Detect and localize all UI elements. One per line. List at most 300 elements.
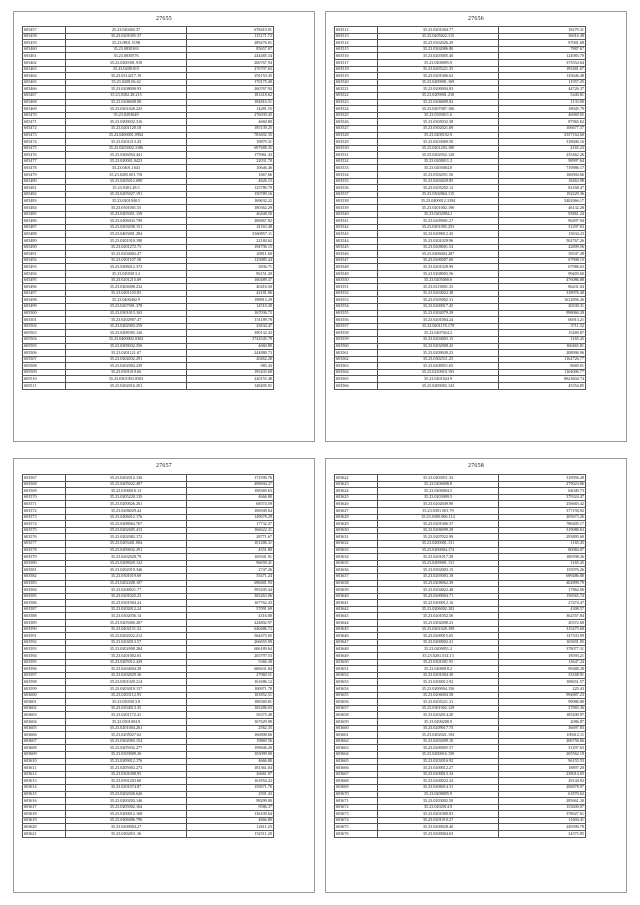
row-id-cell: 603553 xyxy=(335,297,378,304)
table-row xyxy=(335,521,586,528)
code-cell: 35.23.0202208.107 xyxy=(66,580,187,587)
table-row xyxy=(335,646,586,653)
code-cell: 35.23.0302021.69 xyxy=(378,125,499,132)
amount-cell: 100971.78 xyxy=(187,686,274,693)
code-cell: 35.23.0205002.273 xyxy=(66,765,187,772)
amount-cell: 476086.88 xyxy=(499,277,586,284)
row-id-cell: 603630 xyxy=(335,527,378,534)
table-row xyxy=(335,317,586,324)
row-id-cell: 603635 xyxy=(335,560,378,567)
amount-cell: 167629.09 xyxy=(187,718,274,725)
table-row xyxy=(335,672,586,679)
amount-cell: 1165.45 xyxy=(499,560,586,567)
code-cell: 35.23.0208064.767 xyxy=(66,521,187,528)
row-id-cell: 603546 xyxy=(335,251,378,258)
code-cell: 35.23.0204004.28 xyxy=(66,666,187,673)
row-id-cell: 603662 xyxy=(335,738,378,745)
row-id-cell: 603571 xyxy=(23,501,66,508)
amount-cell: 402899.79 xyxy=(499,580,586,587)
table-row xyxy=(23,653,274,660)
row-id-cell: 603595 xyxy=(23,659,66,666)
row-id-cell: 603640 xyxy=(335,593,378,600)
table-row xyxy=(23,27,274,34)
code-cell: 35.23.0203005.40 xyxy=(378,53,499,60)
code-cell: 35.23.0201005.253 xyxy=(378,224,499,231)
table-row xyxy=(335,350,586,357)
code-cell: 35.23.0205027.191 xyxy=(66,191,187,198)
row-id-cell: 605481 xyxy=(23,185,66,192)
table-row xyxy=(23,613,274,620)
code-cell: 35.23.0200012.168 xyxy=(66,811,187,818)
table-row xyxy=(335,831,586,838)
amount-cell: 19869.56 xyxy=(187,738,274,745)
amount-cell: 4165.23 xyxy=(499,145,586,152)
code-cell: 35.23.0206033.799 xyxy=(66,218,187,225)
code-cell: 35.23.0201010.190 xyxy=(66,238,187,245)
table-row xyxy=(23,718,274,725)
table-row xyxy=(335,152,586,159)
code-cell: 35.23.0302079.29 xyxy=(378,310,499,317)
row-id-cell: 603599 xyxy=(23,686,66,693)
row-id-cell: 603586 xyxy=(23,600,66,607)
table-row xyxy=(335,99,586,106)
amount-cell: 31297.63 xyxy=(499,224,586,231)
amount-cell: 5402966.17 xyxy=(499,198,586,205)
row-id-cell: 603603 xyxy=(23,712,66,719)
amount-cell: 180362.29 xyxy=(187,205,274,212)
table-row xyxy=(23,284,274,291)
amount-cell: 606189.64 xyxy=(187,646,274,653)
amount-cell: 199846.20 xyxy=(187,745,274,752)
code-cell: 35.23.0200017.45 xyxy=(378,303,499,310)
amount-cell: 276039.45 xyxy=(187,112,274,119)
row-id-cell: 605479 xyxy=(23,172,66,179)
amount-cell: 95861.24 xyxy=(499,211,586,218)
code-cell: 35.23.0209017.75 xyxy=(378,725,499,732)
amount-cell: 165691.05 xyxy=(499,639,586,646)
amount-cell: 595205.44 xyxy=(187,587,274,594)
row-id-cell: 603581 xyxy=(23,567,66,574)
amount-cell: 148495.01 xyxy=(187,383,274,390)
code-cell: 35.23.0202029.36 xyxy=(66,672,187,679)
table-row xyxy=(23,257,274,264)
amount-cell: 15634.23 xyxy=(499,231,586,238)
code-cell: 35.23.0201005.37 xyxy=(66,33,187,40)
table-row xyxy=(335,224,586,231)
amount-cell: 318976.40 xyxy=(499,290,586,297)
row-id-cell: 605498 xyxy=(23,297,66,304)
code-cell: 35.23.0209032.356 xyxy=(66,343,187,350)
table-row xyxy=(335,330,586,337)
amount-cell: 135646.48 xyxy=(499,73,586,80)
table-row xyxy=(335,488,586,495)
amount-cell: 20462.28 xyxy=(187,356,274,363)
amount-cell: 10646.46 xyxy=(187,165,274,172)
row-id-cell: 605490 xyxy=(23,244,66,251)
table-row xyxy=(335,547,586,554)
code-cell: 35.23.0208.06.42 xyxy=(66,79,187,86)
row-id-cell: 603670 xyxy=(335,791,378,798)
table-row xyxy=(335,475,586,482)
table-row xyxy=(23,303,274,310)
code-cell: 35.23.0400012.3394 xyxy=(378,198,499,205)
table-row xyxy=(23,547,274,554)
table-row xyxy=(335,606,586,613)
table-row xyxy=(23,639,274,646)
amount-cell: 4666.80 xyxy=(187,817,274,824)
amount-cell: 66913.21 xyxy=(499,317,586,324)
row-id-cell: 603639 xyxy=(335,587,378,594)
table-row xyxy=(335,106,586,113)
code-cell: 35.23.0210001.33 xyxy=(378,284,499,291)
table-row xyxy=(335,567,586,574)
amount-cell: 220155.48 xyxy=(187,376,274,383)
amount-cell: 18897.20 xyxy=(499,765,586,772)
code-cell: 35.23.0203019.157 xyxy=(66,686,187,693)
table-row xyxy=(23,600,274,607)
amount-cell: 172590.76 xyxy=(187,475,274,482)
row-id-cell: 603589 xyxy=(23,620,66,627)
code-cell: 35.23.0201010.27 xyxy=(378,817,499,824)
amount-cell: 2591.43 xyxy=(187,791,274,798)
code-cell: 35.23.0305032.38 xyxy=(378,119,499,126)
row-id-cell: 603649 xyxy=(335,653,378,660)
table-row xyxy=(23,778,274,785)
table-row xyxy=(23,79,274,86)
amount-cell: 994887.23 xyxy=(499,692,586,699)
row-id-cell: 605478 xyxy=(23,165,66,172)
code-cell: 35.23.0202082.172 xyxy=(66,534,187,541)
table-row xyxy=(335,158,586,165)
amount-cell: 149678.29 xyxy=(187,514,274,521)
amount-cell: 206756.66 xyxy=(499,738,586,745)
amount-cell: 108651.57 xyxy=(499,679,586,686)
table-row xyxy=(23,784,274,791)
row-id-cell: 605483 xyxy=(23,198,66,205)
row-id-cell: 605473 xyxy=(23,132,66,139)
table-row xyxy=(335,679,586,686)
amount-cell: 244880.73 xyxy=(187,350,274,357)
row-id-cell: 603626 xyxy=(335,501,378,508)
amount-cell: 41163.48 xyxy=(187,224,274,231)
code-cell: 35.23.0202026.626 xyxy=(66,791,187,798)
amount-cell: 318606.16 xyxy=(499,139,586,146)
table-row xyxy=(23,554,274,561)
table-row xyxy=(335,270,586,277)
row-id-cell: 603572 xyxy=(23,507,66,514)
code-cell: 35.23.0203009.5 xyxy=(378,494,499,501)
code-cell: 35.23.0203401.084 xyxy=(66,540,187,547)
amount-cell: 147333.99 xyxy=(499,633,586,640)
row-id-cell: 603548 xyxy=(335,264,378,271)
code-cell: 35.23.0206054.441 xyxy=(66,152,187,159)
amount-cell: 4666.80 xyxy=(187,758,274,765)
row-id-cell: 605460 xyxy=(23,46,66,53)
amount-cell: 195435.68 xyxy=(187,369,274,376)
table-row xyxy=(23,99,274,106)
code-cell: 35.23.0200021.77 xyxy=(66,587,187,594)
code-cell: 35.23.0206012.373 xyxy=(66,264,187,271)
row-id-cell: 605503 xyxy=(23,330,66,337)
amount-cell: 11957.45 xyxy=(499,79,586,86)
code-cell: 35.23.0208062.39 xyxy=(378,580,499,587)
table-row xyxy=(335,310,586,317)
amount-cell: 640486.72 xyxy=(187,626,274,633)
amount-cell: 37883.36 xyxy=(499,705,586,712)
row-id-cell: 603600 xyxy=(23,692,66,699)
table-row xyxy=(335,172,586,179)
amount-cell: 4316.80 xyxy=(187,613,274,620)
row-id-cell: 603537 xyxy=(335,191,378,198)
code-cell: 35.23.0206006.796 xyxy=(66,817,187,824)
amount-cell: 11604.41 xyxy=(499,817,586,824)
table-row xyxy=(335,145,586,152)
document-page-3 xyxy=(13,458,315,893)
amount-cell: 68574.59 xyxy=(187,501,274,508)
amount-cell: 161854.22 xyxy=(187,778,274,785)
row-id-cell: 603533 xyxy=(335,165,378,172)
row-id-cell: 603622 xyxy=(335,475,378,482)
row-id-cell: 605471 xyxy=(23,119,66,126)
code-cell: 35.23.0200004.5 xyxy=(378,488,499,495)
table-row xyxy=(335,778,586,785)
code-cell: 35.23.0200011.2 xyxy=(378,158,499,165)
code-cell: 35.23.0209051.65 xyxy=(378,363,499,370)
amount-cell: 198813.29 xyxy=(187,297,274,304)
table-row xyxy=(335,356,586,363)
amount-cell: 67908.15 xyxy=(499,257,586,264)
row-id-cell: 605487 xyxy=(23,224,66,231)
row-id-cell: 603590 xyxy=(23,626,66,633)
table-row xyxy=(23,573,274,580)
code-cell: 35.23.0301004.9 xyxy=(66,718,187,725)
amount-cell: 166622.31 xyxy=(187,527,274,534)
code-cell: 35.23.0201029.109 xyxy=(378,626,499,633)
code-cell: 35.23.0205003.18 xyxy=(378,573,499,580)
amount-cell: 498694.27 xyxy=(187,481,274,488)
row-id-cell: 603513 xyxy=(335,33,378,40)
amount-cell: 678410.01 xyxy=(187,27,274,34)
page-title: 27657 xyxy=(156,463,172,469)
row-id-cell: 603543 xyxy=(335,231,378,238)
table-row xyxy=(23,527,274,534)
amount-cell: 160489.37 xyxy=(187,277,274,284)
table-row xyxy=(23,211,274,218)
amount-cell: 206878.97 xyxy=(499,784,586,791)
row-id-cell: 603607 xyxy=(23,738,66,745)
code-cell: 35.23.0201172.41 xyxy=(66,712,187,719)
table-row xyxy=(335,297,586,304)
row-id-cell: 603651 xyxy=(335,666,378,673)
row-id-cell: 603676 xyxy=(335,831,378,838)
table-row xyxy=(335,798,586,805)
code-cell: 35.23.0203011.33 xyxy=(378,475,499,482)
code-cell: 35.23.0201029.96 xyxy=(378,238,499,245)
code-cell: 35.23.0301019.69 xyxy=(66,573,187,580)
code-cell: 35.23.0201028.99 xyxy=(378,264,499,271)
amount-cell: 998060.29 xyxy=(499,310,586,317)
amount-cell: 224802.97 xyxy=(187,620,274,627)
amount-cell: 86431.04 xyxy=(499,284,586,291)
row-id-cell: 605502 xyxy=(23,323,66,330)
code-cell: 35.23.0205032.277 xyxy=(66,745,187,752)
row-id-cell: 603597 xyxy=(23,672,66,679)
amount-cell: 156565.74 xyxy=(499,593,586,600)
row-id-cell: 603542 xyxy=(335,224,378,231)
code-cell: 35.23.0204013.35 xyxy=(66,705,187,712)
table-row xyxy=(23,317,274,324)
row-id-cell: 603539 xyxy=(335,205,378,212)
table-row xyxy=(335,765,586,772)
amount-cell: 57091.69 xyxy=(187,606,274,613)
row-id-cell: 603620 xyxy=(23,824,66,831)
amount-cell: 42181.06 xyxy=(187,290,274,297)
amount-cell: 167036.72 xyxy=(187,310,274,317)
row-id-cell: 603658 xyxy=(335,712,378,719)
amount-cell: 1165.45 xyxy=(499,336,586,343)
table-row xyxy=(335,178,586,185)
table-row xyxy=(335,165,586,172)
amount-cell: 150789.16 xyxy=(187,191,274,198)
code-cell: 35.23.0202014.9 xyxy=(378,804,499,811)
code-cell: 35.23.0301019.66 xyxy=(66,369,187,376)
code-cell: 35.23.0201004.30 xyxy=(378,672,499,679)
row-id-cell: 603518 xyxy=(335,66,378,73)
amount-cell: 36016.38 xyxy=(499,33,586,40)
amount-cell: 115171.72 xyxy=(187,33,274,40)
row-id-cell: 603625 xyxy=(335,494,378,501)
table-row xyxy=(23,738,274,745)
table-row xyxy=(335,46,586,53)
amount-cell: 165941.91 xyxy=(187,554,274,561)
amount-cell: 7887.67 xyxy=(499,46,586,53)
amount-cell: 238014.05 xyxy=(499,771,586,778)
table-row xyxy=(335,573,586,580)
table-row xyxy=(335,376,586,383)
table-row xyxy=(335,284,586,291)
table-row xyxy=(335,811,586,818)
amount-cell: 101852.51 xyxy=(187,692,274,699)
row-id-cell: 605459 xyxy=(23,40,66,47)
page-title: 27658 xyxy=(468,463,484,469)
code-cell: 35.23.0201028.225 xyxy=(66,106,187,113)
amount-cell: 28771.67 xyxy=(187,534,274,541)
amount-cell: 195481.67 xyxy=(499,66,586,73)
code-cell: 35.23.0202021.194 xyxy=(378,732,499,739)
row-id-cell: 603664 xyxy=(335,751,378,758)
code-cell: 35.23.0403001.284 xyxy=(66,231,187,238)
code-cell: 35.23.0202016.201 xyxy=(66,383,187,390)
table-row xyxy=(335,185,586,192)
row-id-cell: 603611 xyxy=(23,765,66,772)
amount-cell: 289276.01 xyxy=(187,40,274,47)
code-cell: 35.23.0200012.27 xyxy=(378,765,499,772)
amount-cell: 3742545.78 xyxy=(187,336,274,343)
row-id-cell: 603638 xyxy=(335,580,378,587)
row-id-cell: 605489 xyxy=(23,238,66,245)
table-row xyxy=(23,475,274,482)
amount-cell: 4551.80 xyxy=(187,547,274,554)
table-row xyxy=(23,659,274,666)
code-cell: 35.23.0302086.80 xyxy=(378,46,499,53)
code-cell: 35.23.0302003.154 xyxy=(66,738,187,745)
row-id-cell: 603648 xyxy=(335,646,378,653)
table-row xyxy=(335,290,586,297)
code-cell: 35.23.0205022.407 xyxy=(66,481,187,488)
row-id-cell: 603655 xyxy=(335,692,378,699)
amount-cell: 15269.87 xyxy=(499,330,586,337)
row-id-cell: 605484 xyxy=(23,205,66,212)
row-id-cell: 603594 xyxy=(23,653,66,660)
code-cell: 35.23.0204022.38 xyxy=(378,290,499,297)
amount-cell: 33168.91 xyxy=(499,672,586,679)
code-cell: 35.23.0209001.27 xyxy=(378,218,499,225)
code-cell: 35.23.0202052.120 xyxy=(378,152,499,159)
table-row xyxy=(23,376,274,383)
code-cell: 35.23.0200004.174 xyxy=(378,547,499,554)
amount-cell: 85657.07 xyxy=(187,46,274,53)
code-cell: 35.23.0204003.15 xyxy=(378,336,499,343)
amount-cell: 109412.11 xyxy=(499,732,586,739)
amount-cell: 169632.22 xyxy=(187,198,274,205)
table-row xyxy=(23,606,274,613)
code-cell: 35.23.0302036.14 xyxy=(66,613,187,620)
code-cell: 35.23.0201215.69 xyxy=(66,277,187,284)
row-id-cell: 603623 xyxy=(335,481,378,488)
code-cell: 35.23.0206009.29 xyxy=(378,527,499,534)
code-cell: 35.23.0200013.34 xyxy=(378,771,499,778)
row-id-cell: 603579 xyxy=(23,554,66,561)
table-row xyxy=(23,251,274,258)
amount-cell: 87965.62 xyxy=(499,119,586,126)
amount-cell: 167762.43 xyxy=(187,600,274,607)
amount-cell: 378077.31 xyxy=(499,646,586,653)
code-cell: 35.23.0303011.6 xyxy=(378,112,499,119)
row-id-cell: 603601 xyxy=(23,699,66,706)
code-cell: 35.23.0301001.55 xyxy=(66,205,187,212)
table-row xyxy=(335,534,586,541)
table-row xyxy=(23,86,274,93)
amount-cell: 136100.64 xyxy=(187,811,274,818)
code-cell: 35.23.0209001.169 xyxy=(378,79,499,86)
amount-cell: 699486.80 xyxy=(499,573,586,580)
amount-cell: 1164006.77 xyxy=(499,369,586,376)
row-id-cell: 603621 xyxy=(23,831,66,838)
table-row xyxy=(23,205,274,212)
table-row xyxy=(23,488,274,495)
table-row xyxy=(335,53,586,60)
table-row xyxy=(23,725,274,732)
amount-cell: 9586.37 xyxy=(187,804,274,811)
table-row xyxy=(335,33,586,40)
row-id-cell: 603674 xyxy=(335,817,378,824)
amount-cell: 161686.12 xyxy=(187,679,274,686)
amount-cell: 22031.70 xyxy=(187,158,274,165)
amount-cell: 29144.92 xyxy=(499,778,586,785)
row-id-cell: 603560 xyxy=(335,343,378,350)
row-id-cell: 605505 xyxy=(23,343,66,350)
table-row xyxy=(335,560,586,567)
row-id-cell: 603578 xyxy=(23,547,66,554)
amount-cell: 26661.97 xyxy=(187,771,274,778)
amount-cell: 4626.15 xyxy=(187,178,274,185)
row-id-cell: 603592 xyxy=(23,639,66,646)
row-id-cell: 605466 xyxy=(23,86,66,93)
amount-cell: 18045.79 xyxy=(499,106,586,113)
amount-cell: 99488.28 xyxy=(499,666,586,673)
amount-cell: 265797.53 xyxy=(187,653,274,660)
row-id-cell: 603598 xyxy=(23,679,66,686)
